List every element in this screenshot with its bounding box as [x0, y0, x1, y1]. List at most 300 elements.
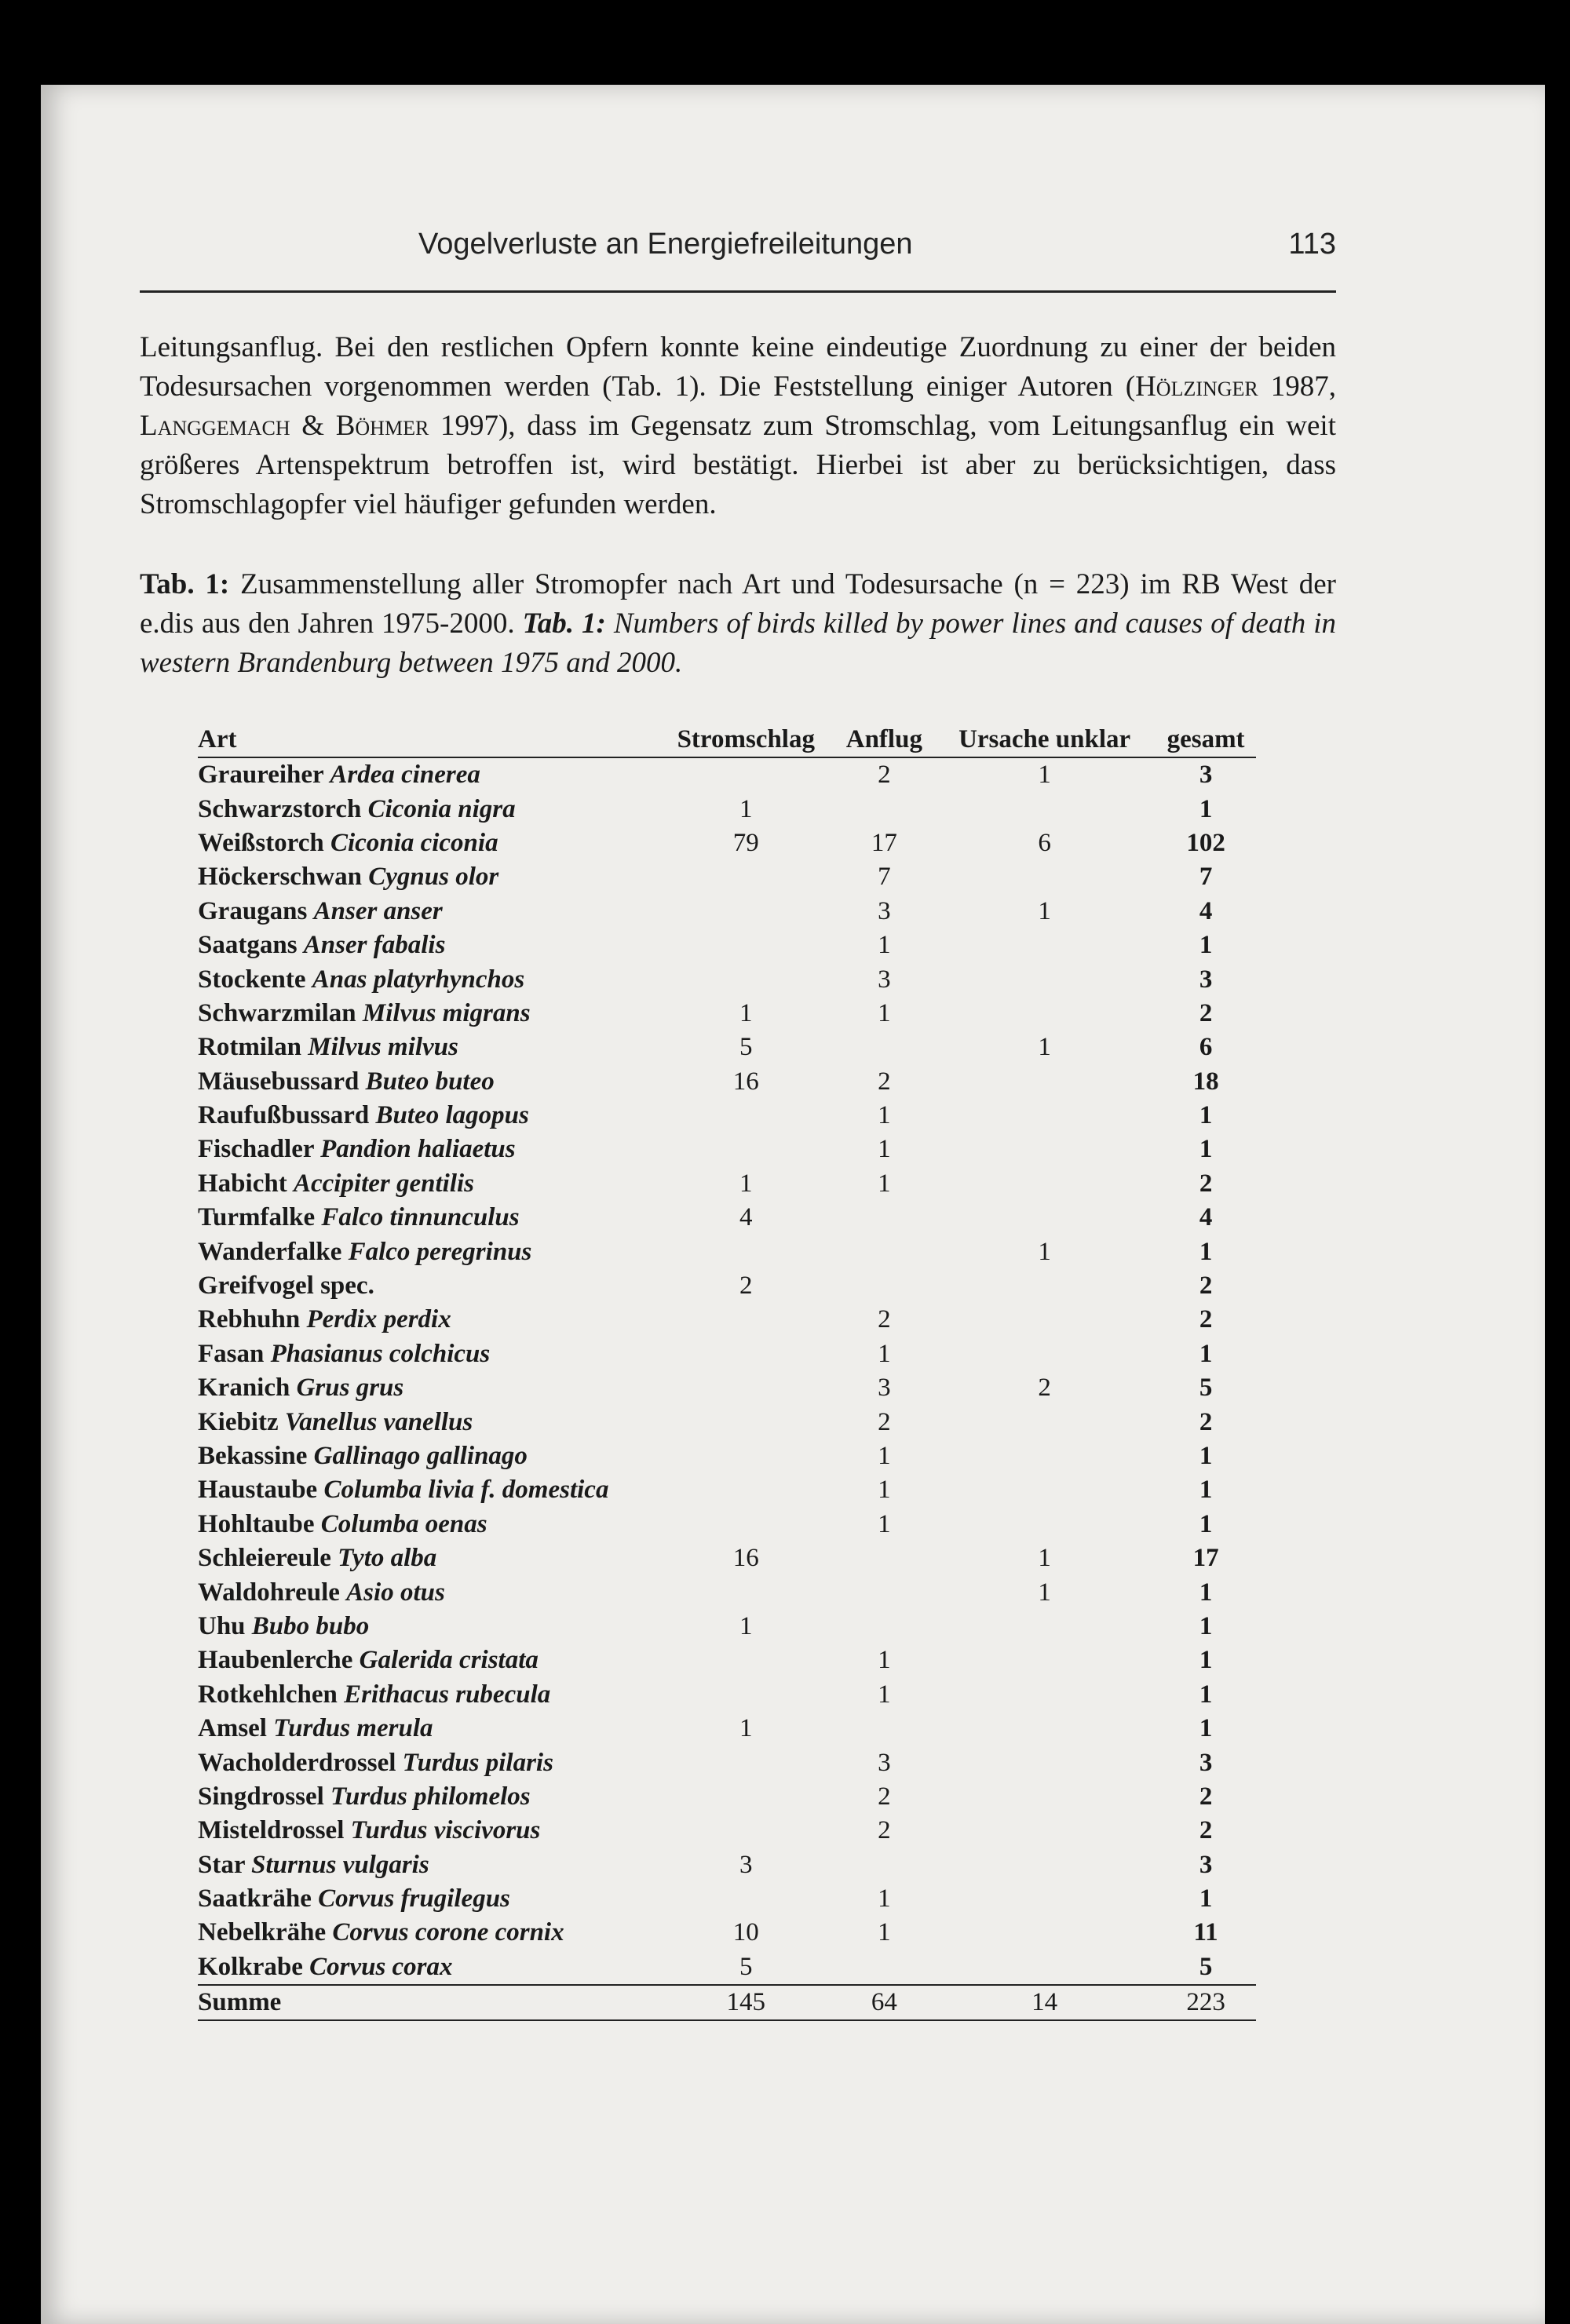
species-cell	[198, 1746, 657, 1779]
cell-anflug: 2	[878, 1782, 891, 1811]
species-common-name: Wacholderdrossel	[198, 1748, 396, 1777]
cell-gesamt: 3	[1199, 761, 1213, 790]
cell-gesamt: 4	[1199, 896, 1213, 925]
cell-stromschlag: 5	[739, 1033, 753, 1062]
species-cell	[198, 1031, 657, 1064]
cell-unklar	[933, 792, 1156, 826]
column-header-gesamt: gesamt	[1156, 722, 1256, 757]
cell-gesamt: 18	[1192, 1067, 1219, 1096]
cell-gesamt: 5	[1199, 1952, 1213, 1981]
cell-anflug: 3	[878, 1748, 891, 1777]
cell-stromschlag	[657, 962, 835, 996]
table-row	[198, 1712, 1256, 1746]
species-latin-name: Milvus migrans	[362, 998, 531, 1027]
cell-stromschlag: 1	[739, 998, 753, 1027]
species-common-name: Raufußbussard	[198, 1101, 370, 1130]
cell-unklar	[933, 1780, 1156, 1814]
species-latin-name: Asio otus	[346, 1578, 445, 1607]
sum-row	[198, 1985, 1256, 2020]
species-common-name: Schwarzmilan	[198, 998, 356, 1027]
species-latin-name: Buteo lagopus	[375, 1101, 529, 1130]
cell-stromschlag	[657, 1235, 835, 1268]
table-row	[198, 1882, 1256, 1916]
cell-anflug: 1	[878, 1442, 891, 1470]
cell-gesamt: 2	[1199, 1407, 1213, 1436]
species-common-name: Greifvogel spec.	[198, 1271, 374, 1301]
column-header-art: Art	[198, 722, 657, 757]
species-cell	[198, 1065, 657, 1099]
species-common-name: Bekassine	[198, 1442, 308, 1470]
cell-unklar	[933, 1814, 1156, 1848]
species-cell	[198, 1371, 657, 1405]
species-latin-name: Turdus viscivorus	[350, 1816, 541, 1845]
cell-stromschlag	[657, 1099, 835, 1133]
cell-unklar	[933, 1405, 1156, 1439]
species-common-name: Singdrossel	[198, 1782, 324, 1811]
cell-gesamt: 6	[1199, 1033, 1213, 1062]
table-row	[198, 792, 1256, 826]
cell-anflug	[835, 1235, 934, 1268]
cell-gesamt: 1	[1199, 1509, 1213, 1538]
species-cell	[198, 1133, 657, 1166]
cell-gesamt: 2	[1199, 1782, 1213, 1811]
table-row	[198, 860, 1256, 894]
table-row	[198, 1371, 1256, 1405]
species-common-name: Wanderfalke	[198, 1237, 342, 1266]
paragraph-text: Leitungsanflug. Bei den restlichen Opfern konnte keine eindeutige Zuordnung zu einer der beiden Todesursachen vorgenommen werden (Tab. 1). Die Feststellung einiger Autoren (	[140, 331, 1336, 403]
species-cell	[198, 1541, 657, 1575]
table-row	[198, 929, 1256, 962]
cell-gesamt: 3	[1199, 965, 1213, 994]
species-common-name: Waldohreule	[198, 1578, 340, 1607]
table-row	[198, 1848, 1256, 1882]
cell-unklar	[933, 1303, 1156, 1337]
species-cell	[198, 1678, 657, 1712]
cell-unklar: 1	[1038, 761, 1051, 790]
species-common-name: Schwarzstorch	[198, 794, 362, 823]
cell-gesamt: 1	[1199, 1646, 1213, 1675]
cell-anflug: 2	[878, 1305, 891, 1334]
species-latin-name: Anas platyrhynchos	[312, 965, 525, 994]
author-name: Hölzinger	[1135, 370, 1258, 403]
cell-gesamt: 7	[1199, 863, 1213, 892]
species-cell	[198, 929, 657, 962]
species-latin-name: Columba livia f. domestica	[323, 1476, 609, 1505]
cell-stromschlag: 1	[739, 794, 753, 823]
cell-anflug: 1	[878, 1135, 891, 1164]
cell-anflug: 1	[878, 931, 891, 960]
cell-stromschlag: 1	[739, 1714, 753, 1743]
table-row	[198, 1201, 1256, 1235]
author-name: Langgemach	[140, 410, 290, 442]
species-common-name: Misteldrossel	[198, 1816, 345, 1845]
cell-anflug: 2	[878, 1816, 891, 1845]
cell-anflug	[835, 792, 934, 826]
cell-stromschlag	[657, 1575, 835, 1609]
table-row	[198, 1235, 1256, 1268]
species-cell	[198, 826, 657, 860]
species-common-name: Haubenlerche	[198, 1646, 353, 1675]
cell-anflug	[835, 1610, 934, 1644]
species-cell	[198, 895, 657, 929]
caption-text-en: Numbers of birds killed by power lines and causes of death in western Brandenburg between 1975 and 2000.	[140, 607, 1336, 679]
cell-unklar	[933, 1099, 1156, 1133]
cell-anflug	[835, 1712, 934, 1746]
species-common-name: Fischadler	[198, 1135, 314, 1164]
cell-unklar: 1	[1038, 1578, 1051, 1607]
table-header-row	[198, 722, 1256, 757]
species-latin-name: Turdus pilaris	[402, 1748, 553, 1777]
cell-stromschlag	[657, 1303, 835, 1337]
cell-stromschlag	[657, 1746, 835, 1779]
species-cell	[198, 1644, 657, 1677]
species-common-name: Schleiereule	[198, 1544, 331, 1573]
species-cell	[198, 962, 657, 996]
table-row	[198, 895, 1256, 929]
paragraph-text: 1987,	[1258, 370, 1336, 403]
cell-stromschlag	[657, 1678, 835, 1712]
species-latin-name: Turdus philomelos	[330, 1782, 531, 1811]
cell-anflug: 1	[878, 1918, 891, 1947]
cell-gesamt: 1	[1199, 794, 1213, 823]
cell-stromschlag	[657, 1473, 835, 1507]
species-cell	[198, 1575, 657, 1609]
species-common-name: Fasan	[198, 1339, 265, 1368]
cell-gesamt: 4	[1199, 1203, 1213, 1232]
cell-unklar	[933, 860, 1156, 894]
cell-stromschlag	[657, 1133, 835, 1166]
cell-stromschlag: 16	[732, 1544, 759, 1573]
species-cell	[198, 1405, 657, 1439]
species-common-name: Hohltaube	[198, 1509, 315, 1538]
species-common-name: Mäusebussard	[198, 1067, 360, 1096]
table-row	[198, 1610, 1256, 1644]
cell-unklar	[933, 1269, 1156, 1303]
cell-unklar	[933, 1882, 1156, 1916]
species-latin-name: Turdus merula	[273, 1714, 433, 1743]
species-cell	[198, 1235, 657, 1268]
table-row	[198, 1473, 1256, 1507]
species-latin-name: Bubo bubo	[251, 1611, 370, 1640]
species-cell	[198, 792, 657, 826]
cell-stromschlag	[657, 1405, 835, 1439]
cell-unklar	[933, 1133, 1156, 1166]
species-cell	[198, 1950, 657, 1985]
table-row	[198, 1269, 1256, 1303]
running-head-title: Vogelverluste an Energiefreileitungen	[418, 228, 913, 261]
species-latin-name: Accipiter gentilis	[293, 1169, 475, 1198]
cell-gesamt: 2	[1199, 998, 1213, 1027]
cell-anflug: 1	[878, 1680, 891, 1709]
species-latin-name: Corvus corax	[309, 1952, 453, 1981]
species-latin-name: Anser fabalis	[303, 931, 446, 960]
cell-unklar	[933, 997, 1156, 1031]
species-latin-name: Ciconia ciconia	[330, 828, 498, 857]
column-header-stromschlag: Stromschlag	[657, 722, 835, 757]
cell-gesamt: 3	[1199, 1850, 1213, 1879]
species-common-name: Saatkrähe	[198, 1884, 312, 1914]
species-common-name: Turmfalke	[198, 1203, 316, 1232]
paragraph-text: &	[290, 410, 336, 442]
caption-label-de: Tab. 1:	[140, 568, 230, 600]
cell-gesamt: 1	[1199, 931, 1213, 960]
species-cell	[198, 1916, 657, 1950]
cell-unklar	[933, 1644, 1156, 1677]
cell-anflug: 1	[878, 998, 891, 1027]
cell-stromschlag	[657, 929, 835, 962]
cell-anflug: 1	[878, 1884, 891, 1914]
cell-anflug: 2	[878, 1067, 891, 1096]
cell-gesamt: 17	[1192, 1544, 1219, 1573]
cell-gesamt: 1	[1199, 1339, 1213, 1368]
species-latin-name: Phasianus colchicus	[270, 1339, 491, 1368]
column-header-anflug: Anflug	[835, 722, 934, 757]
cell-unklar	[933, 1167, 1156, 1201]
table-row	[198, 1133, 1256, 1166]
species-common-name: Rebhuhn	[198, 1305, 301, 1334]
table-row	[198, 1337, 1256, 1371]
sum-anflug: 64	[835, 1985, 934, 2020]
cell-unklar: 1	[1038, 1237, 1051, 1266]
cell-anflug: 2	[878, 1407, 891, 1436]
caption-text-de: Zusammenstellung aller Stromopfer nach Art und Todesursache (n = 223) im RB West der e.dis aus den Jahren 1975-2000.	[140, 568, 1336, 640]
cell-stromschlag: 5	[739, 1952, 753, 1981]
cell-gesamt: 1	[1199, 1101, 1213, 1130]
species-cell	[198, 1099, 657, 1133]
species-latin-name: Falco tinnunculus	[321, 1203, 520, 1232]
cell-unklar	[933, 929, 1156, 962]
cell-stromschlag: 16	[732, 1067, 759, 1096]
table-row	[198, 1167, 1256, 1201]
column-header-unklar: Ursache unklar	[933, 722, 1156, 757]
species-cell	[198, 1473, 657, 1507]
cell-gesamt: 1	[1199, 1442, 1213, 1470]
cell-unklar	[933, 1848, 1156, 1882]
species-latin-name: Ciconia nigra	[367, 794, 516, 823]
cell-gesamt: 11	[1193, 1918, 1218, 1947]
species-latin-name: Columba oenas	[320, 1509, 487, 1538]
table-row	[198, 1439, 1256, 1473]
species-common-name: Uhu	[198, 1611, 246, 1640]
species-cell	[198, 1439, 657, 1473]
cell-stromschlag: 1	[739, 1169, 753, 1198]
table-row	[198, 1508, 1256, 1541]
species-cell	[198, 1508, 657, 1541]
species-common-name: Star	[198, 1850, 245, 1879]
cell-gesamt: 2	[1199, 1169, 1213, 1198]
table-row	[198, 1099, 1256, 1133]
cell-stromschlag	[657, 1644, 835, 1677]
species-latin-name: Tyto alba	[338, 1544, 437, 1573]
cell-stromschlag: 4	[739, 1203, 753, 1232]
table-row	[198, 1916, 1256, 1950]
species-common-name: Weißstorch	[198, 828, 324, 857]
table-row	[198, 1065, 1256, 1099]
species-common-name: Haustaube	[198, 1476, 318, 1505]
species-common-name: Höckerschwan	[198, 863, 362, 892]
author-name: Böhmer	[335, 410, 429, 442]
species-common-name: Stockente	[198, 965, 306, 994]
species-cell	[198, 1303, 657, 1337]
species-latin-name: Perdix perdix	[306, 1305, 451, 1334]
table-caption	[140, 565, 1336, 683]
table-row	[198, 997, 1256, 1031]
cell-anflug: 3	[878, 965, 891, 994]
species-cell	[198, 997, 657, 1031]
cell-gesamt: 1	[1199, 1714, 1213, 1743]
cell-unklar: 2	[1038, 1374, 1051, 1403]
species-cell	[198, 1712, 657, 1746]
cell-anflug: 2	[878, 761, 891, 790]
species-cell	[198, 1780, 657, 1814]
species-cell	[198, 1167, 657, 1201]
cell-anflug: 17	[871, 828, 897, 857]
cell-gesamt: 2	[1199, 1305, 1213, 1334]
cell-unklar	[933, 962, 1156, 996]
cell-stromschlag	[657, 1439, 835, 1473]
species-latin-name: Milvus milvus	[308, 1033, 458, 1062]
species-common-name: Rotkehlchen	[198, 1680, 338, 1709]
cell-stromschlag	[657, 1371, 835, 1405]
cell-gesamt: 1	[1199, 1884, 1213, 1914]
species-cell	[198, 1610, 657, 1644]
cell-unklar	[933, 1473, 1156, 1507]
table-row	[198, 1541, 1256, 1575]
cell-stromschlag	[657, 1780, 835, 1814]
cell-anflug	[835, 1541, 934, 1575]
cell-stromschlag	[657, 1337, 835, 1371]
cell-anflug	[835, 1201, 934, 1235]
table-row	[198, 1746, 1256, 1779]
species-common-name: Kranich	[198, 1374, 290, 1403]
cell-unklar	[933, 1746, 1156, 1779]
table-row	[198, 757, 1256, 792]
page-number: 113	[1288, 228, 1336, 261]
species-common-name: Amsel	[198, 1714, 267, 1743]
body-paragraph	[140, 328, 1336, 524]
cell-unklar: 1	[1038, 1544, 1051, 1573]
cell-stromschlag	[657, 1814, 835, 1848]
cell-unklar	[933, 1508, 1156, 1541]
species-common-name: Kiebitz	[198, 1407, 279, 1436]
species-latin-name: Grus grus	[296, 1374, 404, 1403]
species-cell	[198, 1814, 657, 1848]
cell-anflug: 7	[878, 863, 891, 892]
cell-unklar	[933, 1678, 1156, 1712]
species-cell	[198, 1337, 657, 1371]
table-row	[198, 1031, 1256, 1064]
cell-stromschlag: 3	[739, 1850, 753, 1879]
cell-anflug: 1	[878, 1476, 891, 1505]
cell-stromschlag: 1	[739, 1611, 753, 1640]
cell-unklar: 6	[1038, 828, 1051, 857]
species-latin-name: Galerida cristata	[359, 1646, 539, 1675]
species-latin-name: Buteo buteo	[365, 1067, 495, 1096]
cell-anflug	[835, 1269, 934, 1303]
cell-stromschlag: 79	[732, 828, 759, 857]
cell-stromschlag	[657, 1882, 835, 1916]
running-head	[140, 141, 1336, 293]
cell-unklar	[933, 1950, 1156, 1985]
species-common-name: Graugans	[198, 896, 308, 925]
sum-unklar: 14	[933, 1985, 1156, 2020]
species-latin-name: Erithacus rubecula	[344, 1680, 551, 1709]
cell-gesamt: 3	[1199, 1748, 1213, 1777]
species-common-name: Rotmilan	[198, 1033, 301, 1062]
cell-gesamt: 2	[1199, 1816, 1213, 1845]
cell-unklar	[933, 1337, 1156, 1371]
table-body	[198, 757, 1256, 1985]
cell-anflug	[835, 1575, 934, 1609]
table-row	[198, 1678, 1256, 1712]
species-common-name: Habicht	[198, 1169, 287, 1198]
cell-anflug: 1	[878, 1101, 891, 1130]
cell-anflug: 1	[878, 1169, 891, 1198]
cell-stromschlag: 2	[739, 1271, 753, 1301]
cell-unklar	[933, 1916, 1156, 1950]
species-cell	[198, 1201, 657, 1235]
cell-gesamt: 1	[1199, 1237, 1213, 1266]
table-row	[198, 1405, 1256, 1439]
cell-stromschlag	[657, 1508, 835, 1541]
table-row	[198, 1950, 1256, 1985]
sum-gesamt: 223	[1156, 1985, 1256, 2020]
species-cell	[198, 1848, 657, 1882]
cell-anflug: 3	[878, 896, 891, 925]
table-row	[198, 1814, 1256, 1848]
cell-anflug: 3	[878, 1374, 891, 1403]
species-common-name: Saatgans	[198, 931, 298, 960]
species-common-name: Kolkrabe	[198, 1952, 303, 1981]
species-latin-name: Pandion haliaetus	[320, 1135, 516, 1164]
cell-unklar: 1	[1038, 896, 1051, 925]
cell-unklar	[933, 1610, 1156, 1644]
cell-stromschlag: 10	[732, 1918, 759, 1947]
cell-gesamt: 2	[1199, 1271, 1213, 1301]
species-latin-name: Sturnus vulgaris	[251, 1850, 429, 1879]
species-common-name: Graureiher	[198, 761, 324, 790]
table-row	[198, 1575, 1256, 1609]
species-common-name: Nebelkrähe	[198, 1918, 327, 1947]
cell-stromschlag	[657, 895, 835, 929]
cell-stromschlag	[657, 757, 835, 792]
species-latin-name: Falco peregrinus	[348, 1237, 532, 1266]
paragraph-text: 1997), dass im Gegensatz zum Stromschlag, vom Leitungsanflug ein weit größeres Artenspektrum betroffen ist, wird bestätigt. Hierbei ist aber zu berücksichtigen, dass Stromschlagopfer viel häufiger gefunden werden.	[140, 410, 1336, 520]
cell-unklar: 1	[1038, 1033, 1051, 1062]
cell-unklar	[933, 1712, 1156, 1746]
species-cell	[198, 757, 657, 792]
cell-anflug: 1	[878, 1646, 891, 1675]
cell-gesamt: 1	[1199, 1680, 1213, 1709]
caption-label-en: Tab. 1:	[522, 607, 606, 640]
cell-anflug	[835, 1848, 934, 1882]
sum-stromschlag: 145	[657, 1985, 835, 2020]
cell-gesamt: 1	[1199, 1611, 1213, 1640]
cell-unklar	[933, 1439, 1156, 1473]
cell-unklar	[933, 1201, 1156, 1235]
species-table	[198, 722, 1256, 2021]
table-row	[198, 1780, 1256, 1814]
species-latin-name: Corvus corone cornix	[332, 1918, 564, 1947]
species-latin-name: Cygnus olor	[368, 863, 499, 892]
cell-gesamt: 1	[1199, 1476, 1213, 1505]
species-cell	[198, 1269, 657, 1303]
cell-stromschlag	[657, 860, 835, 894]
species-cell	[198, 860, 657, 894]
cell-anflug	[835, 1950, 934, 1985]
species-latin-name: Ardea cinerea	[330, 761, 480, 790]
cell-anflug: 1	[878, 1509, 891, 1538]
